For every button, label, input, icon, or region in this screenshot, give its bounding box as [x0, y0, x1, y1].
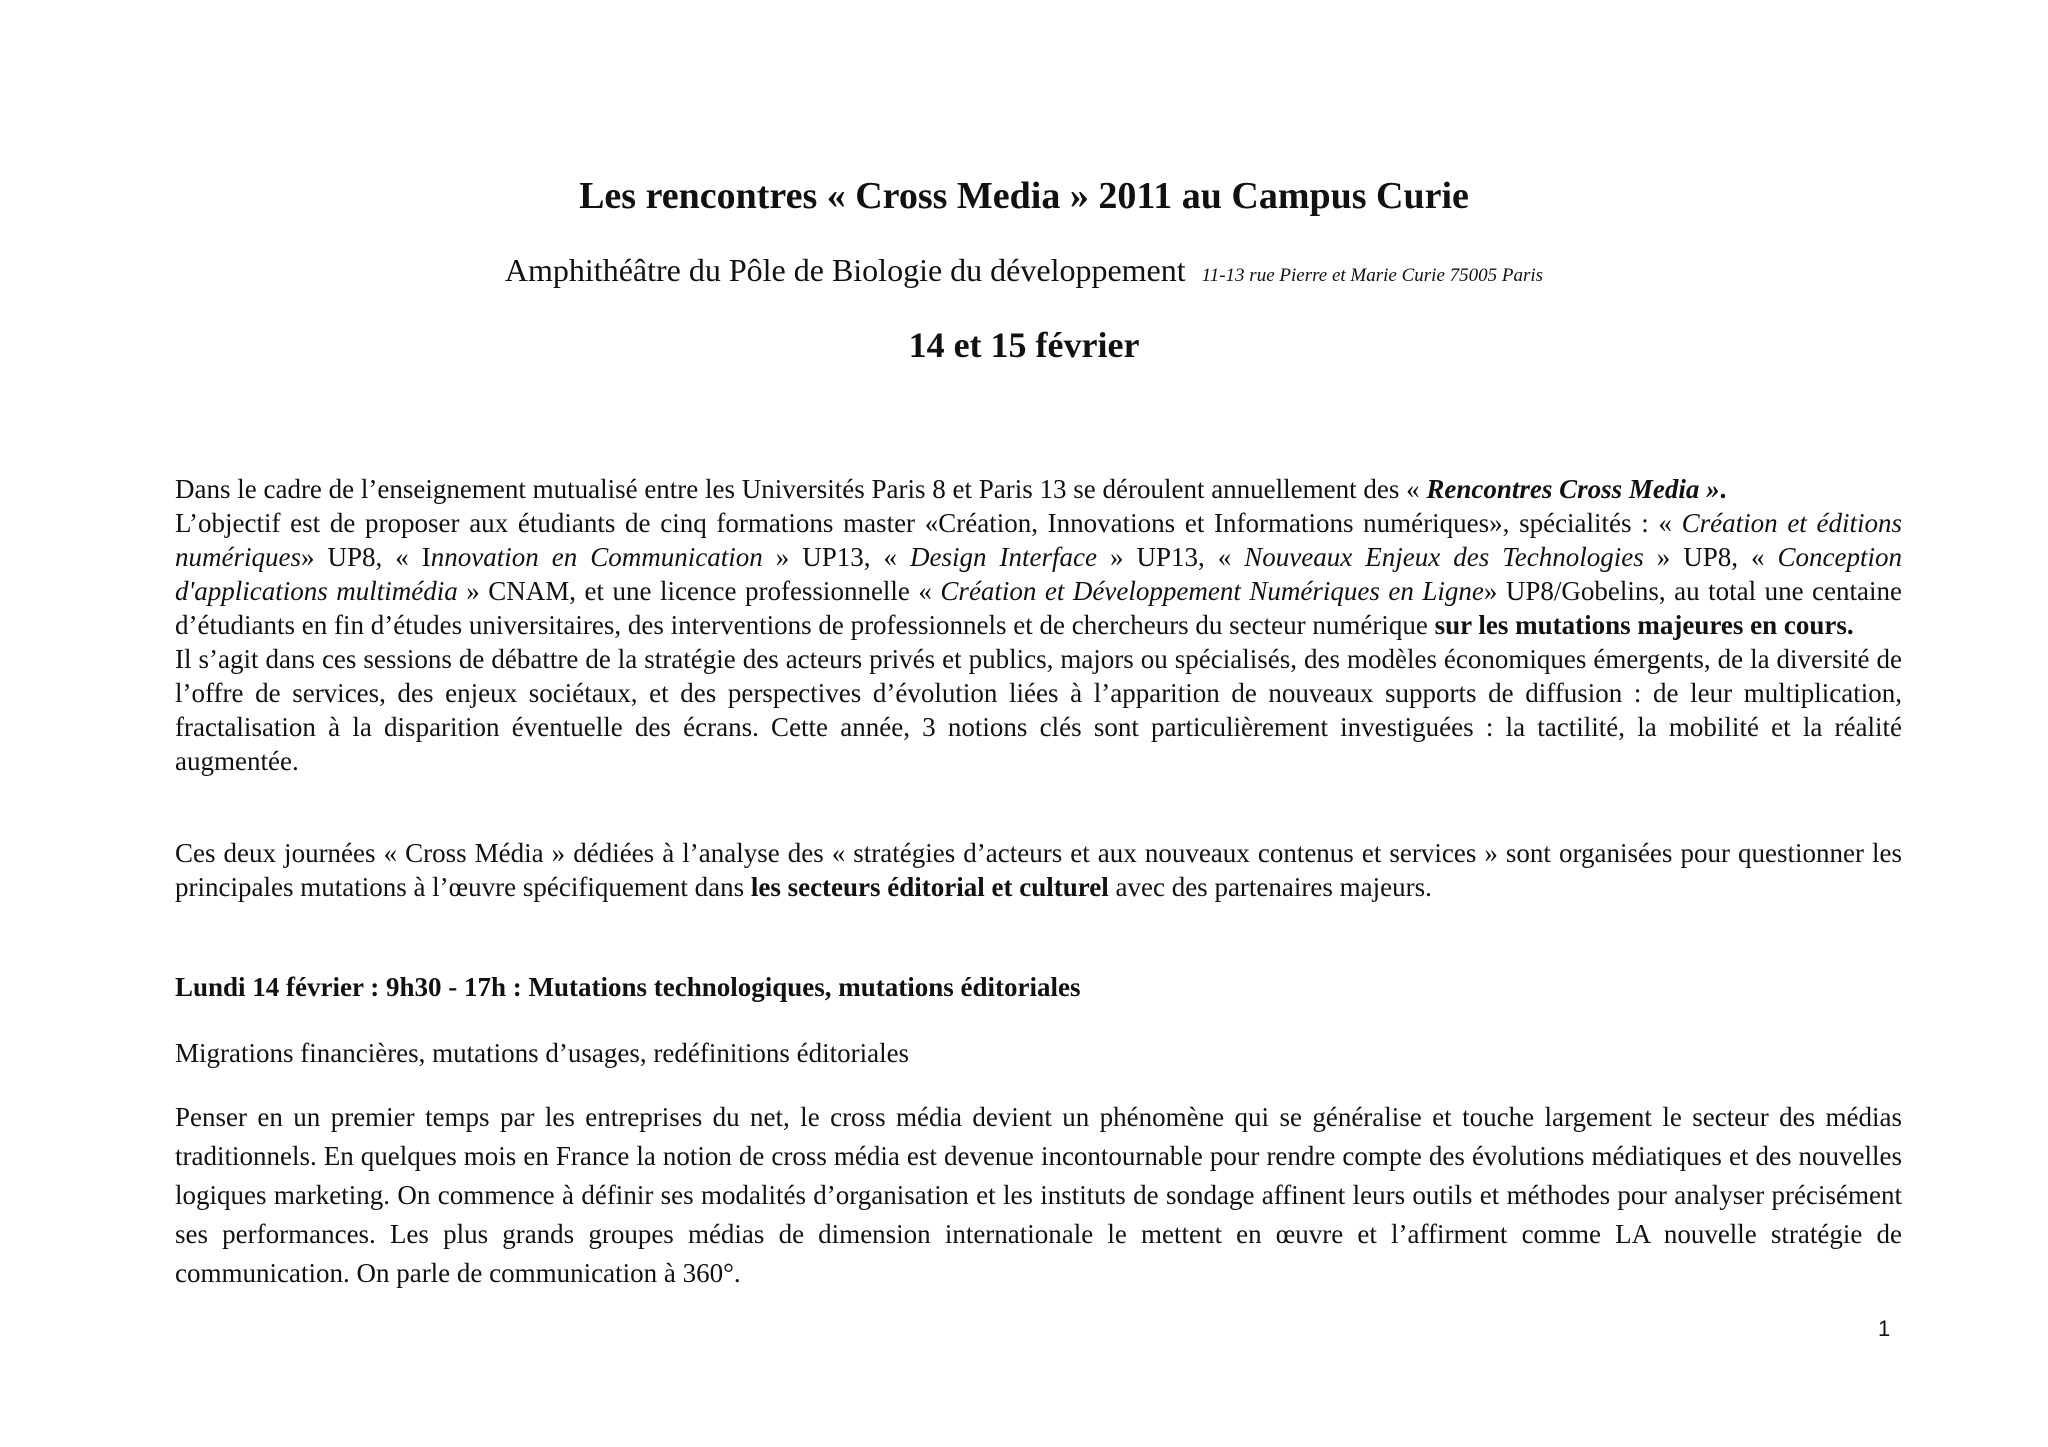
formation-3: Design Interface	[910, 542, 1097, 572]
formation-1: Création et éditions numériques	[175, 508, 1902, 572]
intro-period: .	[1719, 474, 1727, 504]
formation-2: nnovation en Communication	[430, 542, 763, 572]
rencontres-name: Rencontres Cross Media »	[1426, 474, 1720, 504]
formation-5: Conception d'applications multimédia	[175, 542, 1903, 606]
intro-text-9: Il s’agit dans ces sessions de débattre de la stratégie des acteurs privés et publics, majors ou spécialisés, des modèles économiques émergents, de la diversité de l’offre de services, des enjeux sociétaux, et des perspectives d’évolution liées à l’apparition de nouveaux supports de diffusion : de leur multiplication, fractalisation à la disparition éventuelle des écrans. Cette année, 3 notions clés sont particulièrement investiguées : la tactilité, la mobilité et la réalité augmentée.	[175, 644, 1902, 776]
intro-text-5: » UP13, «	[1097, 542, 1245, 572]
intro-text-3: » UP8, « I	[300, 542, 431, 572]
formation-6: Création et Développement Numériques en Ligne	[940, 576, 1484, 606]
venue-line	[0, 250, 2048, 296]
intro-paragraph	[175, 472, 1902, 778]
days-text-2: avec des partenaires majeurs.	[1108, 872, 1432, 902]
cross-media-days-paragraph	[175, 836, 1902, 904]
venue-address: 11-13 rue Pierre et Marie Curie 75005 Paris	[1201, 265, 1544, 286]
page-number: 1	[1878, 1316, 1891, 1341]
intro-text-6: » UP8, «	[1643, 542, 1778, 572]
document-title: Les rencontres « Cross Media » 2011 au Campus Curie	[579, 175, 1469, 217]
venue-name: Amphithéâtre du Pôle de Biologie du développement	[504, 252, 1186, 288]
sectors-emphasis: les secteurs éditorial et culturel	[750, 872, 1109, 902]
monday-paragraph: Penser en un premier temps par les entreprises du net, le cross média devient un phénomène qui se généralise et touche largement le secteur des médias traditionnels. En quelques mois en France la notion de cross média est devenue incontournable pour rendre compte des évolutions médiatiques et des nouvelles logiques marketing. On commence à définir ses modalités d’organisation et les instituts de sondage affinent leurs outils et méthodes pour analyser précisément ses performances. Les plus grands groupes médias de dimension internationale le mettent en œuvre et l’affirment comme LA nouvelle stratégie de communication. On parle de communication à 360°.	[175, 1102, 1902, 1288]
intro-text-7: » CNAM, et une licence professionnelle «	[457, 576, 941, 606]
days-text-1: Ces deux journées « Cross Média » dédiées à l’analyse des « stratégies d’acteurs et aux nouveaux contenus et services » sont organisées pour questionner les principales mutations à l’œuvre spécifiquement dans	[175, 838, 1902, 902]
intro-text-1: Dans le cadre de l’enseignement mutualisé entre les Universités Paris 8 et Paris 13 se déroulent annuellement des «	[175, 474, 1427, 504]
intro-text-8: » UP8/Gobelins, au total une centaine d’étudiants en fin d’études universitaires, des interventions de professionnels et de chercheurs du secteur numérique	[175, 576, 1902, 640]
intro-text-2: L’objectif est de proposer aux étudiants de cinq formations master «Création, Innovations et Informations numériques», spécialités : «	[175, 508, 1682, 538]
event-dates: 14 et 15 février	[908, 325, 1140, 365]
intro-text-4: » UP13, «	[762, 542, 911, 572]
formation-4: Nouveaux Enjeux des Technologies	[1244, 542, 1644, 572]
monday-subheading: Migrations financières, mutations d’usages, redéfinitions éditoriales	[175, 1038, 910, 1068]
mutations-emphasis: sur les mutations majeures en cours.	[1434, 610, 1854, 640]
monday-heading: Lundi 14 février : 9h30 - 17h : Mutations technologiques, mutations éditoriales	[175, 972, 1081, 1002]
